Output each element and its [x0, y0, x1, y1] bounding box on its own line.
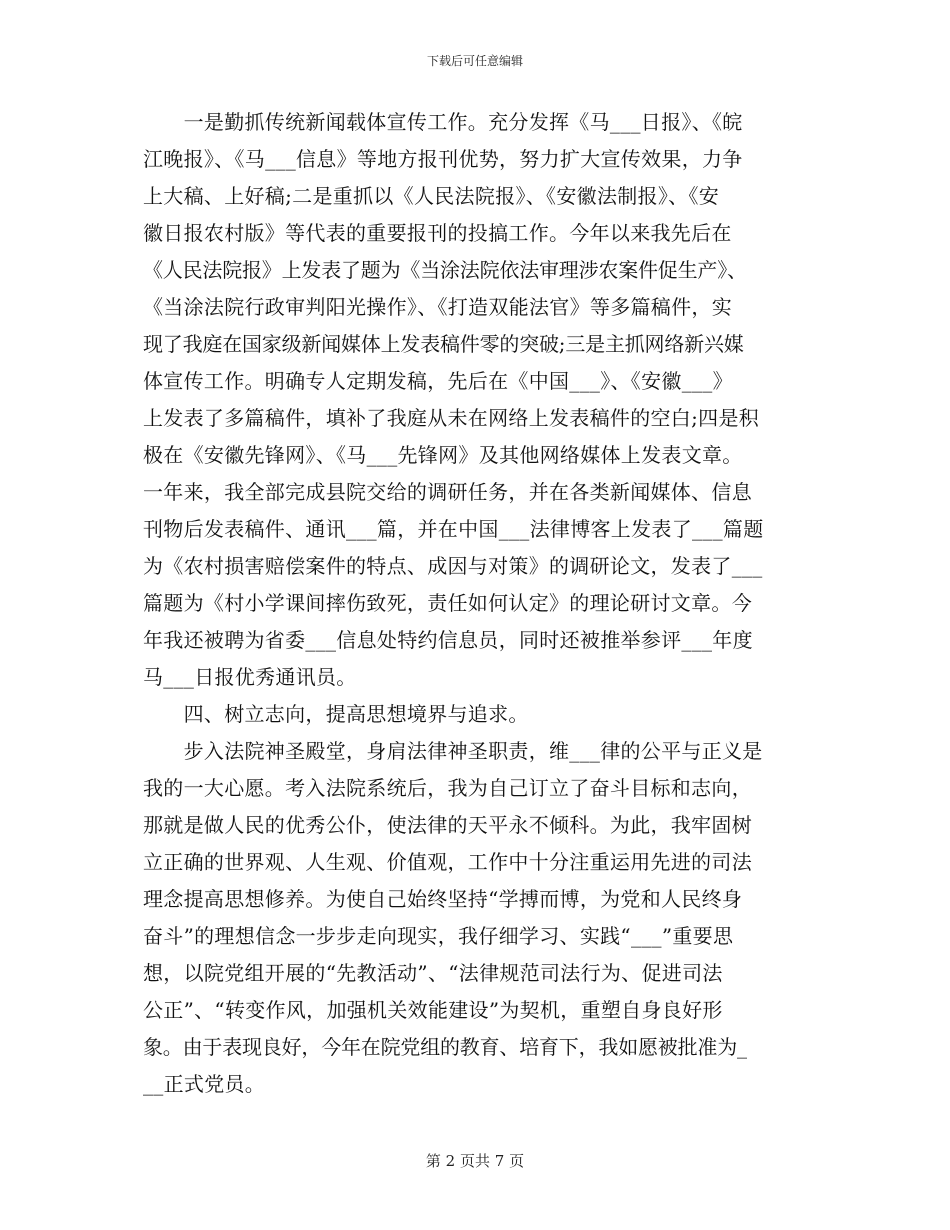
- text-line: 篇题为《村小学课间摔伤致死，责任如何认定》的理论研讨文章。今: [143, 591, 752, 615]
- text-line: 上发表了多篇稿件，填补了我庭从未在网络上发表稿件的空白;四是积: [143, 406, 760, 430]
- text-line: 年我还被聘为省委___信息处特约信息员，同时还被推举参评___年度: [143, 628, 753, 652]
- text-line: 公正”、“转变作风，加强机关效能建设”为契机，重塑自身良好形: [143, 998, 723, 1022]
- page-header-note: 下载后可任意编辑: [426, 54, 523, 68]
- text-line: __正式党员。: [143, 1072, 266, 1096]
- page-number: 第 2 页共 7 页: [425, 1152, 525, 1170]
- text-line: 理念提高思想修养。为使自己始终坚持“学搏而博，为党和人民终身: [143, 887, 743, 911]
- text-line: 象。由于表现良好，今年在院党组的教育、培育下，我如愿被批准为_: [143, 1035, 747, 1059]
- text-line: 一是勤抓传统新闻载体宣传工作。充分发挥《马___日报》、《皖: [143, 110, 743, 134]
- text-line: 我的一大心愿。考入法院系统后，我为自己订立了奋斗目标和志向，: [143, 776, 752, 800]
- text-line: 极在《安徽先锋网》、《马___先锋网》及其他网络媒体上发表文章。: [143, 443, 743, 467]
- text-line: 刊物后发表稿件、通讯___篇，并在中国___法律博客上发表了___篇题: [143, 517, 764, 541]
- text-line: 现了我庭在国家级新闻媒体上发表稿件零的突破;三是主抓网络新兴媒: [143, 332, 744, 356]
- text-line: 体宣传工作。明确专人定期发稿，先后在《中国___》、《安徽___》: [143, 369, 733, 393]
- text-line: 一年来，我全部完成县院交给的调研任务，并在各类新闻媒体、信息: [143, 480, 752, 504]
- text-line: 奋斗”的理想信念一步步走向现实，我仔细学习、实践“___”重要思: [143, 924, 734, 948]
- text-line: 《当涂法院行政审判阳光操作》、《打造双能法官》等多篇稿件，实: [143, 295, 732, 319]
- text-line: 为《农村损害赔偿案件的特点、成因与对策》的调研论文，发表了___: [143, 554, 763, 578]
- text-line: 步入法院神圣殿堂，身肩法律神圣职责，维___律的公平与正义是: [143, 739, 763, 763]
- text-line: 江晚报》、《马___信息》等地方报刊优势，努力扩大宣传效果，力争: [143, 147, 743, 171]
- text-line: 立正确的世界观、人生观、价值观，工作中十分注重运用先进的司法: [143, 850, 752, 874]
- section-heading: 四、树立志向，提高思想境界与追求。: [143, 702, 529, 726]
- text-line: 马___日报优秀通讯员。: [143, 665, 357, 689]
- text-line: 那就是做人民的优秀公仆，使法律的天平永不倾科。为此，我牢固树: [143, 813, 752, 837]
- text-line: 上大稿、上好稿;二是重抓以《人民法院报》、《安徽法制报》、《安: [143, 184, 720, 208]
- text-line: 《人民法院报》上发表了题为《当涂法院依法审理涉农案件促生产》、: [143, 258, 747, 282]
- document-body: [143, 104, 808, 1103]
- text-line: 想，以院党组开展的“先教活动”、“法律规范司法行为、促进司法: [143, 961, 723, 985]
- text-line: 徽日报农村版》等代表的重要报刊的投搞工作。今年以来我先后在: [143, 221, 732, 245]
